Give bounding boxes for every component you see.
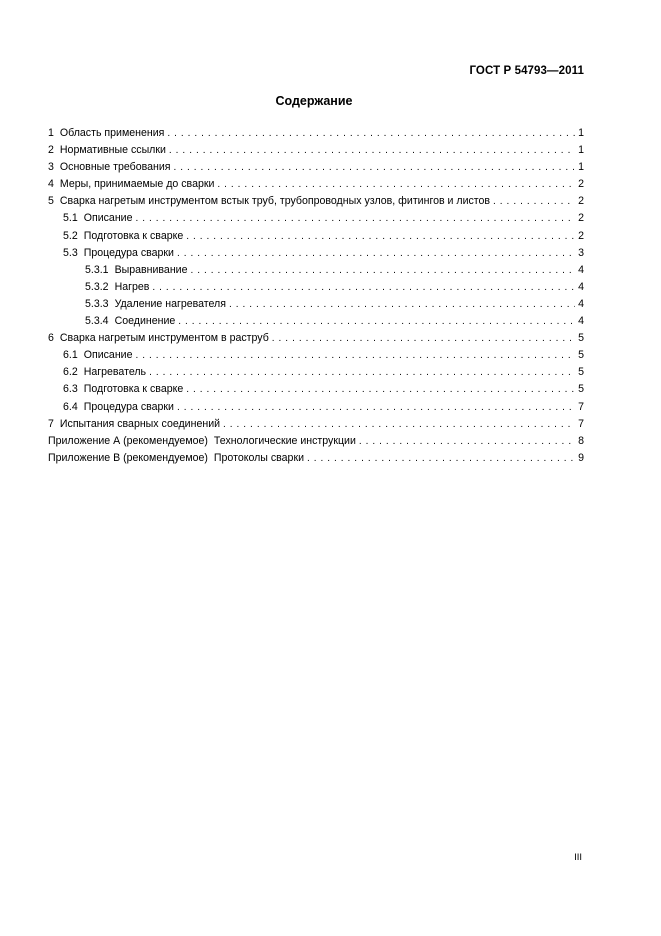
toc-entry-title: Технологические инструкции	[213, 434, 356, 447]
toc-entry-title: Область применения	[59, 127, 165, 139]
toc-entry-number: Приложение В (рекомендуемое)	[48, 451, 208, 464]
toc-entry-page: 2	[578, 178, 584, 191]
toc-dot-leader	[190, 262, 575, 279]
toc-entry-number: 5.3.1	[85, 263, 109, 276]
toc-entry-page: 4	[578, 280, 584, 293]
toc-dot-leader	[152, 279, 575, 296]
toc-entry-number: 1	[48, 127, 54, 139]
toc-entry-number: 6.3	[63, 383, 78, 396]
toc-entry[interactable]	[48, 313, 584, 330]
toc-entry[interactable]	[48, 450, 584, 467]
toc-dot-leader	[186, 381, 575, 398]
page-number: III	[574, 852, 582, 863]
toc-entry-title: Нагреватель	[83, 366, 147, 379]
toc-entry-page: 5	[578, 366, 584, 379]
toc-entry-title: Удаление нагревателя	[114, 297, 226, 310]
toc-entry[interactable]	[48, 399, 584, 416]
toc-entry-page: 7	[578, 417, 584, 430]
toc-entry[interactable]	[48, 364, 584, 381]
toc-entry-number: 6.1	[63, 349, 78, 362]
toc-dot-leader	[177, 399, 575, 416]
toc-entry-title: Нормативные ссылки	[59, 144, 166, 157]
toc-entry[interactable]	[48, 228, 584, 245]
toc-entry[interactable]	[48, 262, 584, 279]
toc-dot-leader	[493, 193, 575, 210]
toc-entry-page: 5	[578, 383, 584, 396]
toc-entry-number: 6.4	[63, 400, 78, 413]
toc-entry-title: Процедура сварки	[83, 400, 174, 413]
toc-entry-number: 2	[48, 144, 54, 157]
toc-entry-page: 2	[578, 195, 584, 208]
toc-entry[interactable]	[48, 245, 584, 262]
toc-dot-leader	[174, 159, 576, 176]
toc-dot-leader	[149, 364, 575, 381]
toc-entry-number: 5.3.4	[85, 315, 109, 328]
toc-entry-title: Основные требования	[59, 161, 171, 174]
toc-entry[interactable]	[48, 347, 584, 364]
toc-dot-leader	[272, 330, 575, 347]
toc-entry-title: Меры, принимаемые до сварки	[59, 178, 215, 191]
table-of-contents	[48, 125, 584, 467]
toc-entry[interactable]	[48, 159, 584, 176]
toc-entry-page: 3	[578, 246, 584, 259]
toc-entry[interactable]	[48, 330, 584, 347]
toc-entry-number: 5.1	[63, 212, 78, 225]
toc-entry-number: 4	[48, 178, 54, 191]
toc-entry[interactable]	[48, 296, 584, 313]
toc-entry-title: Сварка нагретым инструментом в раструб	[59, 332, 269, 345]
toc-entry[interactable]	[48, 433, 584, 450]
toc-entry-page: 5	[578, 349, 584, 362]
page-title: Содержание	[275, 94, 353, 108]
toc-entry[interactable]	[48, 381, 584, 398]
toc-dot-leader	[223, 416, 575, 433]
toc-entry-page: 4	[578, 263, 584, 276]
toc-entry-page: 4	[578, 297, 584, 310]
toc-entry-title: Нагрев	[114, 280, 150, 293]
toc-dot-leader	[229, 296, 575, 313]
toc-dot-leader	[186, 228, 575, 245]
toc-entry-number: 5.3	[63, 246, 78, 259]
toc-entry-title: Процедура сварки	[83, 246, 174, 259]
toc-entry-page: 8	[578, 434, 584, 447]
toc-entry-title: Выравнивание	[114, 263, 188, 276]
toc-entry-title: Испытания сварных соединений	[59, 417, 221, 430]
toc-entry[interactable]	[48, 279, 584, 296]
toc-entry-page: 7	[578, 400, 584, 413]
toc-dot-leader	[135, 210, 575, 227]
toc-entry-number: 5.2	[63, 229, 78, 242]
toc-entry[interactable]	[48, 142, 584, 159]
toc-entry-number: 3	[48, 161, 54, 174]
toc-dot-leader	[169, 142, 575, 159]
toc-entry-page: 4	[578, 315, 584, 328]
toc-entry-number: Приложение А (рекомендуемое)	[48, 434, 208, 447]
toc-entry-page: 1	[578, 161, 584, 174]
toc-dot-leader	[307, 450, 575, 467]
toc-entry-title: Соединение	[114, 315, 176, 328]
toc-entry-number: 5.3.3	[85, 297, 109, 310]
toc-entry[interactable]	[48, 210, 584, 227]
toc-entry-page: 2	[578, 212, 584, 225]
toc-entry-title: Описание	[83, 349, 133, 362]
toc-entry-page: 2	[578, 229, 584, 242]
toc-dot-leader	[359, 433, 575, 450]
toc-dot-leader	[178, 313, 575, 330]
toc-dot-leader	[167, 125, 575, 142]
toc-entry-page: 5	[578, 332, 584, 345]
toc-dot-leader	[177, 245, 575, 262]
toc-entry[interactable]	[48, 416, 584, 433]
toc-entry-page: 9	[578, 451, 584, 464]
toc-entry-title: Подготовка к сварке	[83, 383, 184, 396]
toc-entry-number: 7	[48, 417, 54, 430]
toc-entry[interactable]	[48, 125, 584, 142]
toc-entry-title: Подготовка к сварке	[83, 229, 184, 242]
toc-entry-title: Описание	[83, 212, 133, 225]
toc-entry-number: 5	[48, 195, 54, 208]
toc-entry-page: 1	[578, 144, 584, 157]
toc-entry-number: 5.3.2	[85, 280, 109, 293]
toc-entry[interactable]	[48, 176, 584, 193]
toc-dot-leader	[135, 347, 575, 364]
toc-entry-number: 6	[48, 332, 54, 345]
standard-designation: ГОСТ Р 54793—2011	[469, 65, 584, 77]
toc-entry-page: 1	[578, 127, 584, 139]
toc-entry[interactable]	[48, 193, 584, 210]
toc-entry-title: Сварка нагретым инструментом встык труб, трубопроводных узлов, фитингов и листов	[59, 195, 491, 208]
toc-entry-number: 6.2	[63, 366, 78, 379]
toc-entry-title: Протоколы сварки	[213, 451, 305, 464]
toc-dot-leader	[217, 176, 575, 193]
